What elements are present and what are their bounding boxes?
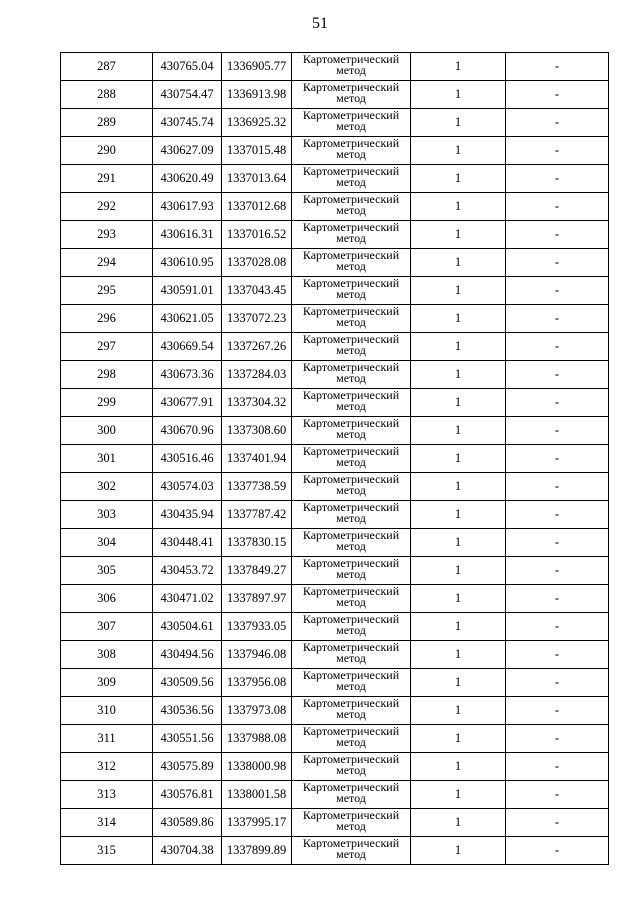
method-line-1: Картометрический (302, 52, 400, 66)
method-line-2: метод (336, 735, 366, 749)
y-coordinate-cell: 1337013.64 (222, 165, 292, 193)
method-line-1: Картометрический (302, 696, 400, 710)
table-row (61, 277, 609, 305)
precision-cell: 1 (411, 585, 506, 613)
y-coordinate-cell: 1337946.08 (222, 641, 292, 669)
x-coordinate-cell: 430620.49 (153, 165, 222, 193)
precision-cell: 1 (411, 249, 506, 277)
precision-cell: 1 (411, 725, 506, 753)
point-number-cell: 287 (61, 53, 153, 81)
y-coordinate-cell: 1337830.15 (222, 529, 292, 557)
table-row (61, 361, 609, 389)
y-coordinate-cell: 1337897.97 (222, 585, 292, 613)
method-line-1: Картометрический (302, 164, 400, 178)
method-cell (292, 501, 411, 529)
table-row (61, 557, 609, 585)
method-cell (292, 109, 411, 137)
method-cell (292, 249, 411, 277)
description-cell: - (506, 641, 609, 669)
point-number-cell: 309 (61, 669, 153, 697)
description-cell: - (506, 109, 609, 137)
point-number-cell: 310 (61, 697, 153, 725)
y-coordinate-cell: 1336913.98 (222, 81, 292, 109)
method-line-2: метод (336, 147, 366, 161)
y-coordinate-cell: 1337933.05 (222, 613, 292, 641)
method-cell (292, 389, 411, 417)
method-line-2: метод (336, 371, 366, 385)
description-cell: - (506, 389, 609, 417)
y-coordinate-cell: 1337956.08 (222, 669, 292, 697)
method-cell (292, 753, 411, 781)
precision-cell: 1 (411, 417, 506, 445)
x-coordinate-cell: 430616.31 (153, 221, 222, 249)
precision-cell: 1 (411, 165, 506, 193)
precision-cell: 1 (411, 753, 506, 781)
method-line-2: метод (336, 679, 366, 693)
description-cell: - (506, 473, 609, 501)
method-cell (292, 837, 411, 865)
point-number-cell: 291 (61, 165, 153, 193)
method-cell (292, 669, 411, 697)
method-cell (292, 333, 411, 361)
point-number-cell: 304 (61, 529, 153, 557)
x-coordinate-cell: 430617.93 (153, 193, 222, 221)
y-coordinate-cell: 1337028.08 (222, 249, 292, 277)
y-coordinate-cell: 1337072.23 (222, 305, 292, 333)
method-cell (292, 277, 411, 305)
method-cell (292, 529, 411, 557)
table-row (61, 109, 609, 137)
description-cell: - (506, 417, 609, 445)
x-coordinate-cell: 430574.03 (153, 473, 222, 501)
point-number-cell: 312 (61, 753, 153, 781)
method-line-1: Картометрический (302, 584, 400, 598)
y-coordinate-cell: 1337849.27 (222, 557, 292, 585)
y-coordinate-cell: 1337012.68 (222, 193, 292, 221)
description-cell: - (506, 249, 609, 277)
coordinates-table (60, 52, 609, 865)
method-cell (292, 809, 411, 837)
method-line-2: метод (336, 595, 366, 609)
y-coordinate-cell: 1337899.89 (222, 837, 292, 865)
method-line-1: Картометрический (302, 108, 400, 122)
description-cell: - (506, 501, 609, 529)
precision-cell: 1 (411, 193, 506, 221)
method-line-1: Картометрический (302, 836, 400, 850)
point-number-cell: 293 (61, 221, 153, 249)
method-line-1: Картометрический (302, 752, 400, 766)
point-number-cell: 302 (61, 473, 153, 501)
table-row (61, 837, 609, 865)
method-line-1: Картометрический (302, 220, 400, 234)
description-cell: - (506, 361, 609, 389)
y-coordinate-cell: 1338001.58 (222, 781, 292, 809)
table-row (61, 81, 609, 109)
y-coordinate-cell: 1337787.42 (222, 501, 292, 529)
y-coordinate-cell: 1337304.32 (222, 389, 292, 417)
description-cell: - (506, 529, 609, 557)
method-line-1: Картометрический (302, 528, 400, 542)
description-cell: - (506, 81, 609, 109)
method-cell (292, 781, 411, 809)
description-cell: - (506, 753, 609, 781)
method-line-1: Картометрический (302, 444, 400, 458)
method-line-2: метод (336, 231, 366, 245)
method-line-2: метод (336, 287, 366, 301)
precision-cell: 1 (411, 697, 506, 725)
y-coordinate-cell: 1337016.52 (222, 221, 292, 249)
method-line-2: метод (336, 511, 366, 525)
x-coordinate-cell: 430589.86 (153, 809, 222, 837)
table-row (61, 697, 609, 725)
method-line-1: Картометрический (302, 248, 400, 262)
x-coordinate-cell: 430448.41 (153, 529, 222, 557)
x-coordinate-cell: 430669.54 (153, 333, 222, 361)
point-number-cell: 299 (61, 389, 153, 417)
method-line-2: метод (336, 455, 366, 469)
method-line-1: Картометрический (302, 192, 400, 206)
method-cell (292, 53, 411, 81)
method-line-2: метод (336, 259, 366, 273)
method-line-2: метод (336, 539, 366, 553)
description-cell: - (506, 53, 609, 81)
method-line-2: метод (336, 651, 366, 665)
description-cell: - (506, 165, 609, 193)
method-line-1: Картометрический (302, 360, 400, 374)
method-line-2: метод (336, 315, 366, 329)
x-coordinate-cell: 430509.56 (153, 669, 222, 697)
table-row (61, 753, 609, 781)
x-coordinate-cell: 430627.09 (153, 137, 222, 165)
method-line-2: метод (336, 707, 366, 721)
point-number-cell: 307 (61, 613, 153, 641)
method-line-1: Картометрический (302, 80, 400, 94)
method-cell (292, 417, 411, 445)
table-row (61, 221, 609, 249)
point-number-cell: 305 (61, 557, 153, 585)
y-coordinate-cell: 1336925.32 (222, 109, 292, 137)
table-row (61, 725, 609, 753)
point-number-cell: 288 (61, 81, 153, 109)
method-line-2: метод (336, 819, 366, 833)
point-number-cell: 289 (61, 109, 153, 137)
point-number-cell: 298 (61, 361, 153, 389)
x-coordinate-cell: 430754.47 (153, 81, 222, 109)
precision-cell: 1 (411, 781, 506, 809)
description-cell: - (506, 697, 609, 725)
description-cell: - (506, 137, 609, 165)
description-cell: - (506, 837, 609, 865)
method-line-1: Картометрический (302, 416, 400, 430)
precision-cell: 1 (411, 557, 506, 585)
method-line-1: Картометрический (302, 332, 400, 346)
coordinates-table-body (61, 53, 609, 865)
table-row (61, 613, 609, 641)
method-line-2: метод (336, 791, 366, 805)
y-coordinate-cell: 1337973.08 (222, 697, 292, 725)
precision-cell: 1 (411, 837, 506, 865)
description-cell: - (506, 557, 609, 585)
description-cell: - (506, 277, 609, 305)
description-cell: - (506, 221, 609, 249)
table-row (61, 473, 609, 501)
table-row (61, 529, 609, 557)
method-line-2: метод (336, 175, 366, 189)
method-cell (292, 473, 411, 501)
table-row (61, 669, 609, 697)
table-row (61, 809, 609, 837)
point-number-cell: 303 (61, 501, 153, 529)
precision-cell: 1 (411, 109, 506, 137)
table-row (61, 389, 609, 417)
method-line-1: Картометрический (302, 136, 400, 150)
method-line-1: Картометрический (302, 472, 400, 486)
precision-cell: 1 (411, 53, 506, 81)
method-line-2: метод (336, 203, 366, 217)
method-line-2: метод (336, 483, 366, 497)
y-coordinate-cell: 1337995.17 (222, 809, 292, 837)
precision-cell: 1 (411, 613, 506, 641)
method-line-1: Картометрический (302, 556, 400, 570)
precision-cell: 1 (411, 361, 506, 389)
precision-cell: 1 (411, 137, 506, 165)
x-coordinate-cell: 430621.05 (153, 305, 222, 333)
method-line-2: метод (336, 399, 366, 413)
description-cell: - (506, 333, 609, 361)
x-coordinate-cell: 430677.91 (153, 389, 222, 417)
y-coordinate-cell: 1337738.59 (222, 473, 292, 501)
x-coordinate-cell: 430494.56 (153, 641, 222, 669)
point-number-cell: 297 (61, 333, 153, 361)
table-row (61, 165, 609, 193)
precision-cell: 1 (411, 333, 506, 361)
table-row (61, 417, 609, 445)
method-cell (292, 221, 411, 249)
x-coordinate-cell: 430516.46 (153, 445, 222, 473)
x-coordinate-cell: 430453.72 (153, 557, 222, 585)
table-row (61, 305, 609, 333)
point-number-cell: 314 (61, 809, 153, 837)
y-coordinate-cell: 1337988.08 (222, 725, 292, 753)
description-cell: - (506, 585, 609, 613)
x-coordinate-cell: 430504.61 (153, 613, 222, 641)
point-number-cell: 292 (61, 193, 153, 221)
x-coordinate-cell: 430670.96 (153, 417, 222, 445)
method-line-1: Картометрический (302, 612, 400, 626)
description-cell: - (506, 613, 609, 641)
y-coordinate-cell: 1337267.26 (222, 333, 292, 361)
method-line-2: метод (336, 623, 366, 637)
y-coordinate-cell: 1337401.94 (222, 445, 292, 473)
x-coordinate-cell: 430551.56 (153, 725, 222, 753)
point-number-cell: 301 (61, 445, 153, 473)
method-line-1: Картометрический (302, 668, 400, 682)
y-coordinate-cell: 1337284.03 (222, 361, 292, 389)
precision-cell: 1 (411, 277, 506, 305)
page-number: 51 (312, 15, 328, 32)
table-row (61, 641, 609, 669)
method-cell (292, 641, 411, 669)
point-number-cell: 295 (61, 277, 153, 305)
table-row (61, 585, 609, 613)
description-cell: - (506, 669, 609, 697)
method-line-2: метод (336, 427, 366, 441)
method-cell (292, 697, 411, 725)
precision-cell: 1 (411, 529, 506, 557)
method-cell (292, 725, 411, 753)
x-coordinate-cell: 430745.74 (153, 109, 222, 137)
precision-cell: 1 (411, 809, 506, 837)
method-line-2: метод (336, 63, 366, 77)
precision-cell: 1 (411, 669, 506, 697)
precision-cell: 1 (411, 221, 506, 249)
x-coordinate-cell: 430536.56 (153, 697, 222, 725)
precision-cell: 1 (411, 641, 506, 669)
x-coordinate-cell: 430471.02 (153, 585, 222, 613)
y-coordinate-cell: 1338000.98 (222, 753, 292, 781)
method-line-2: метод (336, 119, 366, 133)
table-row (61, 249, 609, 277)
x-coordinate-cell: 430673.36 (153, 361, 222, 389)
description-cell: - (506, 193, 609, 221)
method-line-2: метод (336, 91, 366, 105)
precision-cell: 1 (411, 81, 506, 109)
x-coordinate-cell: 430435.94 (153, 501, 222, 529)
x-coordinate-cell: 430591.01 (153, 277, 222, 305)
table-row (61, 137, 609, 165)
point-number-cell: 315 (61, 837, 153, 865)
method-cell (292, 585, 411, 613)
table-row (61, 53, 609, 81)
table-row (61, 333, 609, 361)
point-number-cell: 308 (61, 641, 153, 669)
x-coordinate-cell: 430610.95 (153, 249, 222, 277)
precision-cell: 1 (411, 389, 506, 417)
description-cell: - (506, 725, 609, 753)
table-row (61, 445, 609, 473)
precision-cell: 1 (411, 501, 506, 529)
point-number-cell: 300 (61, 417, 153, 445)
method-line-1: Картометрический (302, 724, 400, 738)
point-number-cell: 296 (61, 305, 153, 333)
method-cell (292, 557, 411, 585)
method-line-1: Картометрический (302, 500, 400, 514)
table-row (61, 781, 609, 809)
x-coordinate-cell: 430575.89 (153, 753, 222, 781)
method-line-2: метод (336, 343, 366, 357)
method-line-2: метод (336, 847, 366, 861)
method-cell (292, 81, 411, 109)
description-cell: - (506, 809, 609, 837)
method-cell (292, 361, 411, 389)
point-number-cell: 311 (61, 725, 153, 753)
x-coordinate-cell: 430576.81 (153, 781, 222, 809)
method-cell (292, 613, 411, 641)
y-coordinate-cell: 1336905.77 (222, 53, 292, 81)
method-line-1: Картометрический (302, 640, 400, 654)
method-line-1: Картометрический (302, 780, 400, 794)
method-line-1: Картометрический (302, 304, 400, 318)
description-cell: - (506, 445, 609, 473)
y-coordinate-cell: 1337043.45 (222, 277, 292, 305)
method-cell (292, 445, 411, 473)
point-number-cell: 313 (61, 781, 153, 809)
method-cell (292, 193, 411, 221)
precision-cell: 1 (411, 473, 506, 501)
method-cell (292, 305, 411, 333)
method-cell (292, 165, 411, 193)
table-row (61, 193, 609, 221)
y-coordinate-cell: 1337015.48 (222, 137, 292, 165)
method-cell (292, 137, 411, 165)
description-cell: - (506, 305, 609, 333)
method-line-1: Картометрический (302, 808, 400, 822)
x-coordinate-cell: 430704.38 (153, 837, 222, 865)
method-line-1: Картометрический (302, 388, 400, 402)
y-coordinate-cell: 1337308.60 (222, 417, 292, 445)
method-line-1: Картометрический (302, 276, 400, 290)
method-line-2: метод (336, 763, 366, 777)
table-row (61, 501, 609, 529)
precision-cell: 1 (411, 305, 506, 333)
x-coordinate-cell: 430765.04 (153, 53, 222, 81)
precision-cell: 1 (411, 445, 506, 473)
method-line-2: метод (336, 567, 366, 581)
description-cell: - (506, 781, 609, 809)
point-number-cell: 306 (61, 585, 153, 613)
point-number-cell: 290 (61, 137, 153, 165)
point-number-cell: 294 (61, 249, 153, 277)
